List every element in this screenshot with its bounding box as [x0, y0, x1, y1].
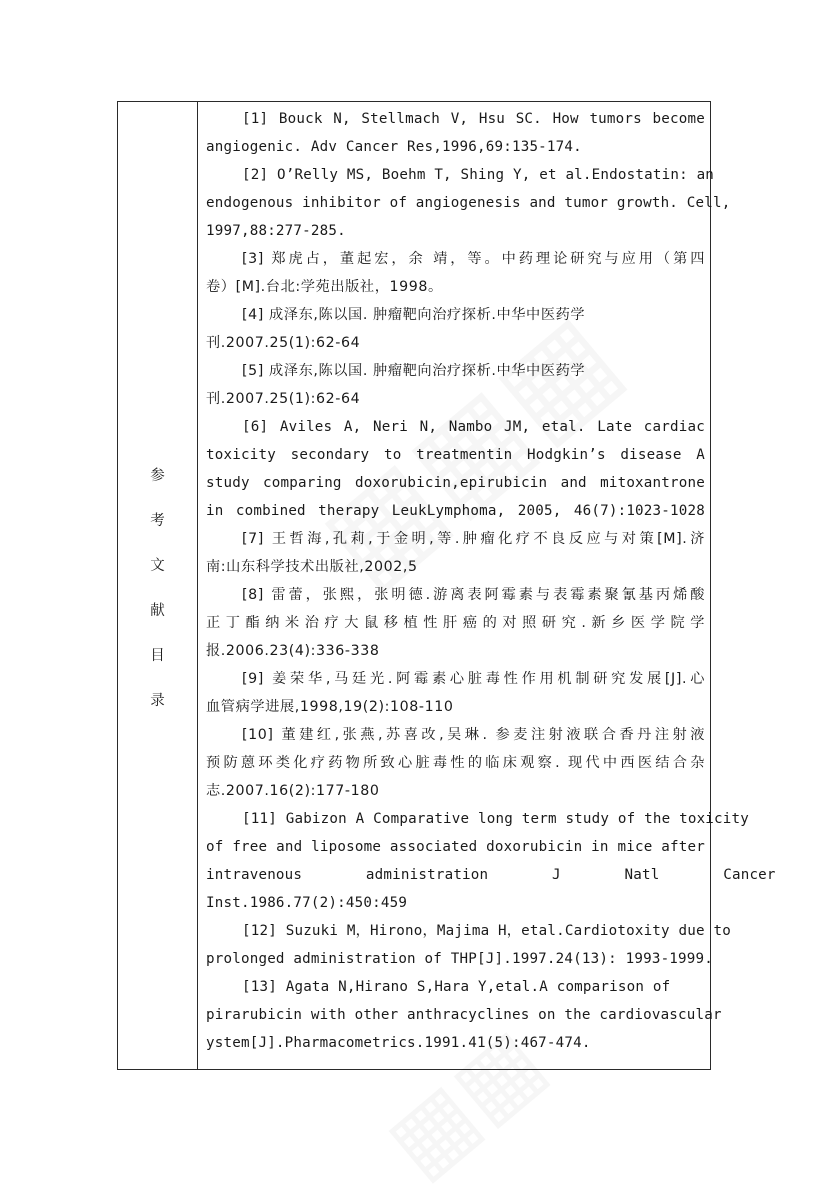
- reference-line: 1997,88:277-285.: [206, 223, 346, 239]
- reference-line: endogenous inhibitor of angiogenesis and tumor growth. Cell,: [206, 195, 731, 211]
- reference-line: [1] Bouck N, Stellmach V, Hsu SC. How tumors become: [242, 111, 705, 127]
- reference-line: 预防蒽环类化疗药物所致心脏毒性的临床观察. 现代中西医结合杂: [206, 755, 705, 771]
- reference-line: Inst.1986.77(2):450:459: [206, 895, 408, 911]
- reference-line: of free and liposome associated doxorubicin in mice after: [206, 839, 705, 855]
- references-table: [117, 101, 776, 1070]
- reference-line: pirarubicin with other anthracyclines on the cardiovascular: [206, 1007, 722, 1023]
- reference-line: [11] Gabizon A Comparative long term study of the toxicity: [242, 811, 750, 827]
- references-heading-cell: [118, 102, 197, 1069]
- reference-line: 卷）[M].台北:学苑出版社，1998。: [206, 279, 443, 295]
- reference-line: ystem[J].Pharmacometrics.1991.41(5):467-474.: [206, 1035, 591, 1051]
- reference-line: [7] 王哲海,孔莉,于金明,等.肿瘤化疗不良反应与对策[M].济: [242, 531, 705, 547]
- reference-line: [9] 姜荣华,马廷光.阿霉素心脏毒性作用机制研究发展[J].心: [242, 671, 705, 687]
- reference-line: 南:山东科学技术出版社,2002,5: [206, 559, 418, 575]
- reference-line: [6] Aviles A, Neri N, Nambo JM, etal. Late cardiac: [242, 419, 705, 435]
- column-divider: [197, 102, 198, 1069]
- reference-line: [12] Suzuki M，Hirono，Majima H，etal.Cardiotoxity due to: [242, 923, 731, 939]
- reference-line: 刊.2007.25(1):62-64: [206, 335, 361, 351]
- reference-line: study comparing doxorubicin,epirubicin and mitoxantrone: [206, 475, 705, 491]
- reference-line: [5] 成泽东,陈以国. 肿瘤靶向治疗探析.中华中医药学: [242, 363, 586, 379]
- reference-line: 正丁酯纳米治疗大鼠移植性肝癌的对照研究.新乡医学院学: [206, 615, 705, 631]
- reference-line: in combined therapy LeukLymphoma, 2005, 46(7):1023-1028: [206, 503, 705, 519]
- reference-line: [10] 董建红,张燕,苏喜改,吴琳. 参麦注射液联合香丹注射液: [242, 727, 705, 743]
- heading-char: 文: [150, 558, 165, 574]
- reference-line: [4] 成泽东,陈以国. 肿瘤靶向治疗探析.中华中医药学: [242, 307, 586, 323]
- reference-line: 血管病学进展,1998,19(2):108-110: [206, 699, 454, 715]
- reference-line: 刊.2007.25(1):62-64: [206, 391, 361, 407]
- reference-line: toxicity secondary to treatmentin Hodgkin’s disease A: [206, 447, 705, 463]
- reference-line: [2] O’Relly MS, Boehm T, Shing Y, et al.Endostatin: an: [242, 167, 715, 183]
- heading-char: 献: [150, 603, 165, 619]
- reference-line: 志.2007.16(2):177-180: [206, 783, 380, 799]
- heading-char: 参: [150, 468, 165, 484]
- heading-char: 目: [150, 648, 165, 664]
- reference-line: [3] 郑虎占，董起宏，余 靖，等。中药理论研究与应用（第四: [242, 251, 705, 267]
- reference-line: 报.2006.23(4):336-338: [206, 643, 380, 659]
- reference-line: [13] Agata N,Hirano S,Hara Y,etal.A comparison of: [242, 979, 671, 995]
- reference-line: intravenous administration J Natl Cancer: [206, 867, 776, 883]
- heading-char: 录: [150, 693, 165, 709]
- reference-line: [8] 雷蕾，张熙，张明德.游离表阿霉素与表霉素聚氰基丙烯酸: [242, 587, 705, 603]
- heading-char: 考: [150, 513, 165, 529]
- reference-line: prolonged administration of THP[J].1997.24(13): 1993-1999.: [206, 951, 714, 967]
- reference-line: angiogenic. Adv Cancer Res,1996,69:135-174.: [206, 139, 582, 155]
